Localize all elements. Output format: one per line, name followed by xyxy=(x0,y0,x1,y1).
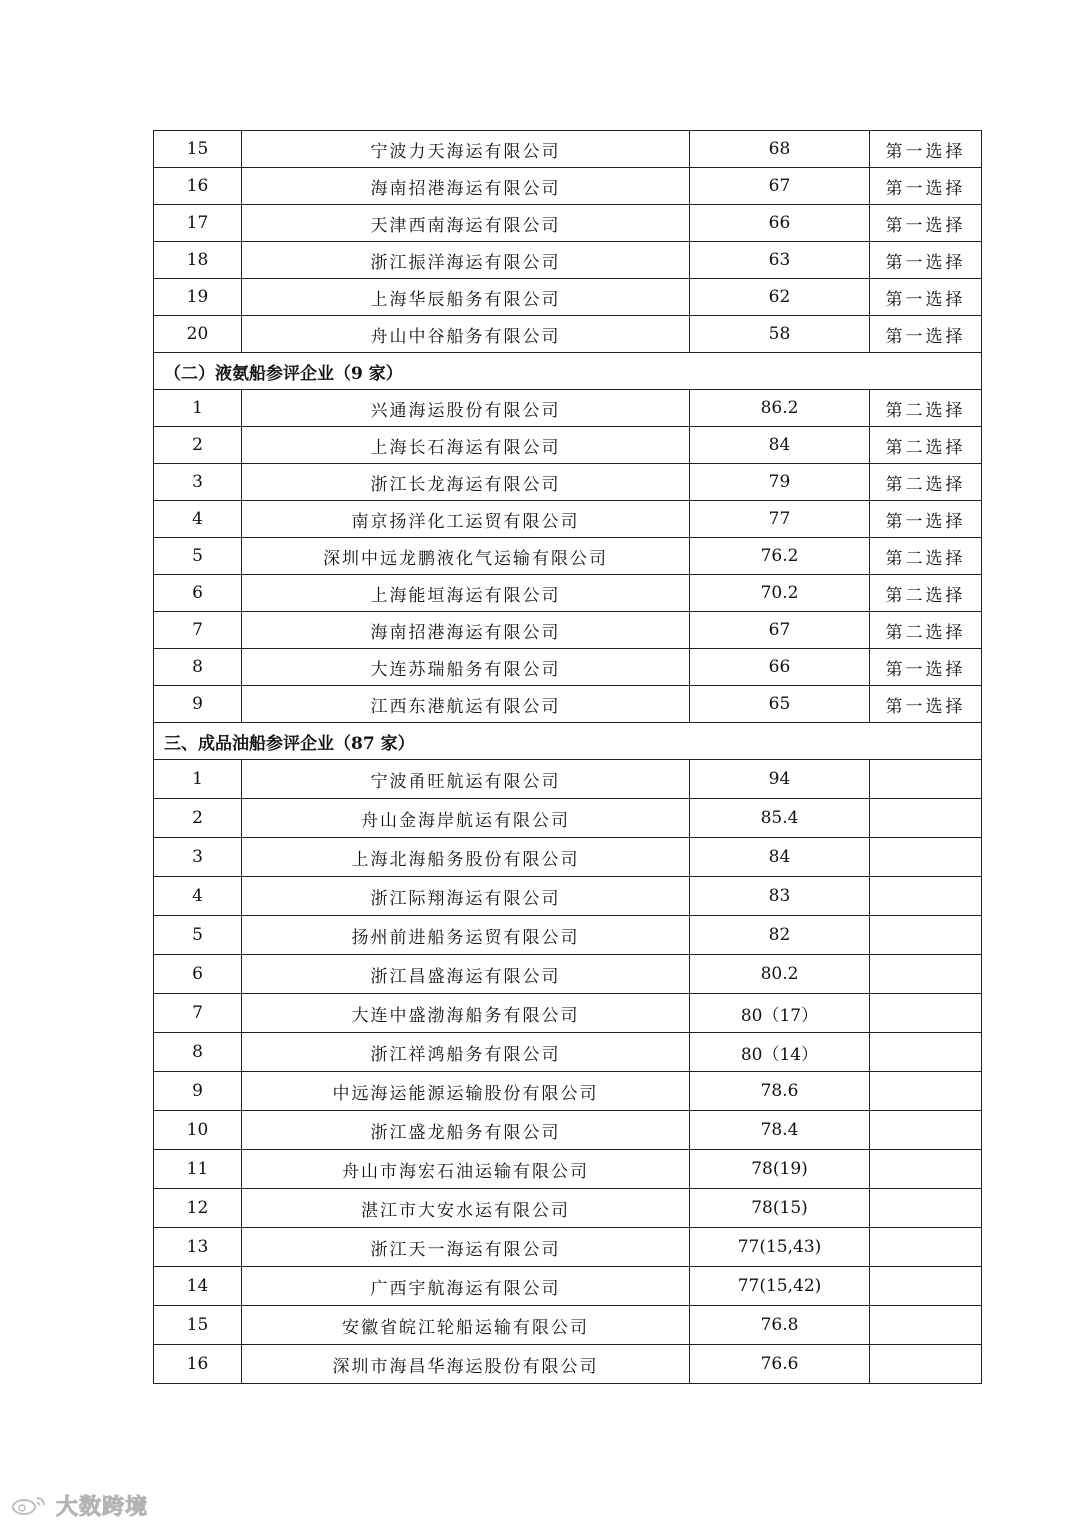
company-name-cell: 浙江祥鸿船务有限公司 xyxy=(242,1033,690,1072)
company-name-cell: 扬州前进船务运贸有限公司 xyxy=(242,916,690,955)
table-row xyxy=(154,1189,982,1228)
choice-cell xyxy=(870,955,982,994)
company-name-cell: 舟山金海岸航运有限公司 xyxy=(242,799,690,838)
score-cell: 84 xyxy=(690,427,870,464)
section-header-row xyxy=(154,353,982,390)
rank-cell: 16 xyxy=(154,1345,242,1384)
score-cell: 67 xyxy=(690,168,870,205)
table-row xyxy=(154,464,982,501)
choice-cell: 第二选择 xyxy=(870,464,982,501)
rank-cell: 10 xyxy=(154,1111,242,1150)
company-name-cell: 上海北海船务股份有限公司 xyxy=(242,838,690,877)
rank-cell: 18 xyxy=(154,242,242,279)
company-name-cell: 深圳市海昌华海运股份有限公司 xyxy=(242,1345,690,1384)
table-row xyxy=(154,1228,982,1267)
table-row xyxy=(154,838,982,877)
choice-cell xyxy=(870,877,982,916)
score-cell: 77(15,43) xyxy=(690,1228,870,1267)
table-row xyxy=(154,1033,982,1072)
company-name-cell: 上海长石海运有限公司 xyxy=(242,427,690,464)
choice-cell: 第一选择 xyxy=(870,205,982,242)
company-name-cell: 浙江天一海运有限公司 xyxy=(242,1228,690,1267)
watermark-text: 大数跨境 xyxy=(56,1494,149,1520)
score-cell: 58 xyxy=(690,316,870,353)
rank-cell: 15 xyxy=(154,131,242,168)
score-cell: 76.8 xyxy=(690,1306,870,1345)
ranking-table xyxy=(153,130,982,1384)
score-cell: 65 xyxy=(690,686,870,723)
table-row xyxy=(154,205,982,242)
company-name-cell: 浙江盛龙船务有限公司 xyxy=(242,1111,690,1150)
score-cell: 67 xyxy=(690,612,870,649)
score-cell: 94 xyxy=(690,760,870,799)
table-row xyxy=(154,649,982,686)
choice-cell: 第一选择 xyxy=(870,242,982,279)
company-name-cell: 舟山中谷船务有限公司 xyxy=(242,316,690,353)
score-cell: 80.2 xyxy=(690,955,870,994)
table-row xyxy=(154,1306,982,1345)
rank-cell: 5 xyxy=(154,538,242,575)
rank-cell: 7 xyxy=(154,612,242,649)
choice-cell: 第二选择 xyxy=(870,538,982,575)
section-header: 三、成品油船参评企业（87 家） xyxy=(154,723,982,760)
score-cell: 77 xyxy=(690,501,870,538)
table-row xyxy=(154,242,982,279)
rank-cell: 8 xyxy=(154,1033,242,1072)
score-cell: 84 xyxy=(690,838,870,877)
company-name-cell: 兴通海运股份有限公司 xyxy=(242,390,690,427)
score-cell: 66 xyxy=(690,205,870,242)
choice-cell: 第一选择 xyxy=(870,686,982,723)
score-cell: 86.2 xyxy=(690,390,870,427)
choice-cell xyxy=(870,760,982,799)
company-name-cell: 宁波甬旺航运有限公司 xyxy=(242,760,690,799)
table-row xyxy=(154,1150,982,1189)
rank-cell: 13 xyxy=(154,1228,242,1267)
company-name-cell: 上海华辰船务有限公司 xyxy=(242,279,690,316)
rank-cell: 1 xyxy=(154,390,242,427)
company-name-cell: 宁波力天海运有限公司 xyxy=(242,131,690,168)
table-row xyxy=(154,575,982,612)
rank-cell: 9 xyxy=(154,1072,242,1111)
table-row xyxy=(154,279,982,316)
rank-cell: 8 xyxy=(154,649,242,686)
choice-cell: 第一选择 xyxy=(870,131,982,168)
table-row xyxy=(154,501,982,538)
table-row xyxy=(154,686,982,723)
choice-cell: 第一选择 xyxy=(870,279,982,316)
table-row xyxy=(154,1072,982,1111)
rank-cell: 3 xyxy=(154,464,242,501)
table-row xyxy=(154,799,982,838)
company-name-cell: 深圳中远龙鹏液化气运输有限公司 xyxy=(242,538,690,575)
table-row xyxy=(154,316,982,353)
company-name-cell: 安徽省皖江轮船运输有限公司 xyxy=(242,1306,690,1345)
rank-cell: 20 xyxy=(154,316,242,353)
company-name-cell: 浙江昌盛海运有限公司 xyxy=(242,955,690,994)
score-cell: 63 xyxy=(690,242,870,279)
choice-cell: 第二选择 xyxy=(870,390,982,427)
score-cell: 78(15) xyxy=(690,1189,870,1228)
table-row xyxy=(154,390,982,427)
choice-cell xyxy=(870,1150,982,1189)
table-row xyxy=(154,1267,982,1306)
rank-cell: 14 xyxy=(154,1267,242,1306)
score-cell: 79 xyxy=(690,464,870,501)
section-header: （二）液氨船参评企业（9 家） xyxy=(154,353,982,390)
company-name-cell: 舟山市海宏石油运输有限公司 xyxy=(242,1150,690,1189)
rank-cell: 15 xyxy=(154,1306,242,1345)
company-name-cell: 海南招港海运有限公司 xyxy=(242,612,690,649)
rank-cell: 17 xyxy=(154,205,242,242)
table-row xyxy=(154,916,982,955)
score-cell: 68 xyxy=(690,131,870,168)
score-cell: 83 xyxy=(690,877,870,916)
company-name-cell: 海南招港海运有限公司 xyxy=(242,168,690,205)
score-cell: 70.2 xyxy=(690,575,870,612)
company-name-cell: 浙江长龙海运有限公司 xyxy=(242,464,690,501)
rank-cell: 9 xyxy=(154,686,242,723)
score-cell: 78.4 xyxy=(690,1111,870,1150)
choice-cell xyxy=(870,1189,982,1228)
score-cell: 85.4 xyxy=(690,799,870,838)
choice-cell xyxy=(870,1267,982,1306)
rank-cell: 4 xyxy=(154,501,242,538)
table-row xyxy=(154,760,982,799)
rank-cell: 2 xyxy=(154,427,242,464)
rank-cell: 2 xyxy=(154,799,242,838)
company-name-cell: 江西东港航运有限公司 xyxy=(242,686,690,723)
table-row xyxy=(154,877,982,916)
rank-cell: 19 xyxy=(154,279,242,316)
choice-cell xyxy=(870,994,982,1033)
rank-cell: 7 xyxy=(154,994,242,1033)
choice-cell: 第一选择 xyxy=(870,649,982,686)
company-name-cell: 浙江振洋海运有限公司 xyxy=(242,242,690,279)
company-name-cell: 大连中盛渤海船务有限公司 xyxy=(242,994,690,1033)
score-cell: 78.6 xyxy=(690,1072,870,1111)
company-name-cell: 上海能垣海运有限公司 xyxy=(242,575,690,612)
table-row xyxy=(154,538,982,575)
score-cell: 76.2 xyxy=(690,538,870,575)
company-name-cell: 湛江市大安水运有限公司 xyxy=(242,1189,690,1228)
table-row xyxy=(154,1111,982,1150)
rank-cell: 6 xyxy=(154,575,242,612)
rank-cell: 3 xyxy=(154,838,242,877)
choice-cell xyxy=(870,1228,982,1267)
score-cell: 62 xyxy=(690,279,870,316)
rank-cell: 6 xyxy=(154,955,242,994)
choice-cell: 第一选择 xyxy=(870,316,982,353)
choice-cell xyxy=(870,1111,982,1150)
choice-cell xyxy=(870,1033,982,1072)
choice-cell: 第二选择 xyxy=(870,575,982,612)
watermark xyxy=(10,1490,148,1520)
company-name-cell: 浙江际翔海运有限公司 xyxy=(242,877,690,916)
choice-cell: 第一选择 xyxy=(870,168,982,205)
rank-cell: 11 xyxy=(154,1150,242,1189)
choice-cell xyxy=(870,838,982,877)
company-name-cell: 天津西南海运有限公司 xyxy=(242,205,690,242)
choice-cell xyxy=(870,1072,982,1111)
company-name-cell: 南京扬洋化工运贸有限公司 xyxy=(242,501,690,538)
choice-cell xyxy=(870,916,982,955)
score-cell: 80（14） xyxy=(690,1033,870,1072)
rank-cell: 4 xyxy=(154,877,242,916)
score-cell: 82 xyxy=(690,916,870,955)
choice-cell xyxy=(870,799,982,838)
ranking-table-body xyxy=(154,131,982,1384)
company-name-cell: 大连苏瑞船务有限公司 xyxy=(242,649,690,686)
table-row xyxy=(154,612,982,649)
table-row xyxy=(154,168,982,205)
score-cell: 78(19) xyxy=(690,1150,870,1189)
section-header-row xyxy=(154,723,982,760)
choice-cell: 第二选择 xyxy=(870,427,982,464)
rank-cell: 1 xyxy=(154,760,242,799)
choice-cell xyxy=(870,1306,982,1345)
choice-cell xyxy=(870,1345,982,1384)
table-row xyxy=(154,955,982,994)
weibo-logo-icon xyxy=(10,1494,50,1516)
company-name-cell: 中远海运能源运输股份有限公司 xyxy=(242,1072,690,1111)
rank-cell: 5 xyxy=(154,916,242,955)
table-row xyxy=(154,427,982,464)
score-cell: 76.6 xyxy=(690,1345,870,1384)
choice-cell: 第二选择 xyxy=(870,612,982,649)
rank-cell: 16 xyxy=(154,168,242,205)
choice-cell: 第一选择 xyxy=(870,501,982,538)
score-cell: 80（17） xyxy=(690,994,870,1033)
score-cell: 77(15,42) xyxy=(690,1267,870,1306)
table-row xyxy=(154,131,982,168)
rank-cell: 12 xyxy=(154,1189,242,1228)
table-row xyxy=(154,994,982,1033)
table-row xyxy=(154,1345,982,1384)
company-name-cell: 广西宇航海运有限公司 xyxy=(242,1267,690,1306)
score-cell: 66 xyxy=(690,649,870,686)
